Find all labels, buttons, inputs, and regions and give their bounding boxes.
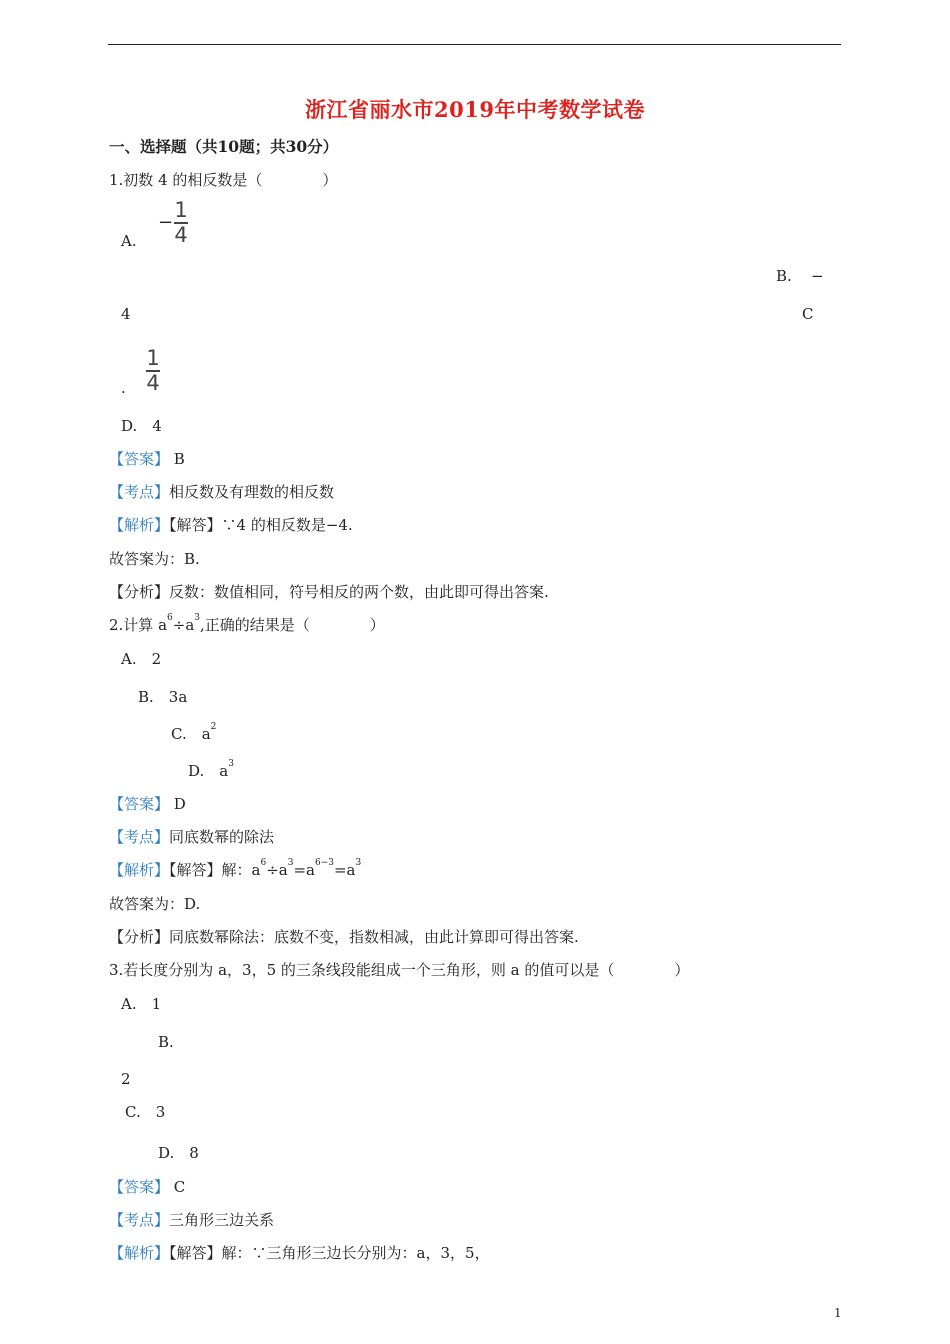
exponent: 6 bbox=[260, 858, 267, 868]
q1-conclusion: 故答案为：B. bbox=[109, 550, 200, 568]
page-number: 1 bbox=[834, 1306, 842, 1320]
fraction-denominator: 4 bbox=[174, 223, 188, 247]
fenxi-tag: 【分析】 bbox=[109, 583, 170, 601]
q2-stem-part: ,正确的结果是（ ） bbox=[200, 616, 385, 634]
q2-option-d bbox=[188, 759, 234, 780]
exponent: 3 bbox=[194, 613, 201, 623]
fraction-numerator: 1 bbox=[146, 346, 160, 370]
analysis-tag: 【解析】 bbox=[109, 516, 170, 534]
q2-option-d-base: D. a bbox=[188, 762, 229, 780]
point-tag: 【考点】 bbox=[109, 828, 170, 846]
q1-analysis-row bbox=[109, 516, 353, 534]
q2-option-a: A. 2 bbox=[121, 650, 162, 668]
question-2-stem bbox=[109, 613, 385, 634]
header-rule bbox=[108, 44, 841, 45]
answer-tag: 【答案】 bbox=[109, 450, 170, 468]
solve-tag: 【解答】 bbox=[169, 1244, 222, 1262]
q3-option-c: C. 3 bbox=[125, 1103, 166, 1121]
q2-analysis-row bbox=[109, 858, 362, 879]
q2-option-c bbox=[171, 722, 217, 743]
q2-stem-part: 2.计算 a bbox=[109, 616, 168, 634]
q3-analysis-row bbox=[109, 1244, 490, 1262]
point-tag: 【考点】 bbox=[109, 483, 170, 501]
q2-fenxi: 同底数幂除法：底数不变，指数相减，由此计算即可得出答案. bbox=[169, 928, 579, 946]
q3-point-row bbox=[109, 1211, 274, 1229]
q1-option-c-label: C bbox=[802, 305, 814, 323]
q1-fenxi-row bbox=[109, 583, 549, 601]
q2-option-c-base: C. a bbox=[171, 725, 211, 743]
q3-option-a: A. 1 bbox=[121, 995, 162, 1013]
q2-answer: D bbox=[173, 795, 186, 813]
q2-point: 同底数幂的除法 bbox=[169, 828, 275, 846]
q1-option-b-value: 4 bbox=[121, 305, 131, 323]
analysis-tag: 【解析】 bbox=[109, 1244, 170, 1262]
q2-point-row bbox=[109, 828, 274, 846]
fraction-denominator: 4 bbox=[146, 371, 160, 395]
q1-option-c-dot: . bbox=[121, 379, 126, 397]
answer-tag: 【答案】 bbox=[109, 1178, 170, 1196]
analysis-tag: 【解析】 bbox=[109, 861, 170, 879]
q3-point: 三角形三边关系 bbox=[169, 1211, 275, 1229]
q2-fenxi-row bbox=[109, 928, 579, 946]
page-title: 浙江省丽水市2019年中考数学试卷 bbox=[305, 97, 645, 122]
q2-conclusion: 故答案为：D. bbox=[109, 895, 201, 913]
fraction-numerator: 1 bbox=[174, 198, 188, 222]
q1-option-d: D. 4 bbox=[121, 417, 162, 435]
exponent: 6 bbox=[167, 613, 173, 623]
q1-option-c-fraction bbox=[146, 348, 160, 394]
question-3-stem: 3.若长度分别为 a，3，5 的三条线段能组成一个三角形，则 a 的值可以是（ ） bbox=[109, 961, 690, 979]
q1-option-a-label: A. bbox=[121, 232, 137, 250]
fenxi-tag: 【分析】 bbox=[109, 928, 170, 946]
q2-option-b: B. 3a bbox=[138, 688, 188, 706]
q3-option-b-label: B. bbox=[158, 1033, 174, 1051]
q2-solve-part: ÷a bbox=[266, 861, 288, 879]
q2-solve-part: =a bbox=[293, 861, 315, 879]
exponent: 3 bbox=[355, 858, 362, 868]
q3-option-d: D. 8 bbox=[158, 1144, 199, 1162]
q3-solve: 解：∵三角形三边长分别为：a，3，5， bbox=[221, 1244, 490, 1262]
q2-stem-part: ÷a bbox=[172, 616, 195, 634]
q1-answer-row bbox=[109, 450, 185, 468]
q2-solve-part: =a bbox=[333, 861, 356, 879]
point-tag: 【考点】 bbox=[109, 1211, 170, 1229]
q1-option-b-label: B. bbox=[776, 267, 792, 285]
exponent: 3 bbox=[287, 858, 294, 868]
exponent: 3 bbox=[228, 759, 234, 769]
question-1-stem: 1.初数 4 的相反数是（ ） bbox=[109, 171, 338, 189]
exponent: 6−3 bbox=[314, 858, 334, 868]
q3-option-b-value: 2 bbox=[121, 1070, 131, 1088]
answer-tag: 【答案】 bbox=[109, 795, 170, 813]
q3-answer-row bbox=[109, 1178, 185, 1196]
q1-option-a-fraction bbox=[174, 200, 188, 246]
q1-option-b-dash: − bbox=[811, 267, 824, 285]
section-heading: 一、选择题（共10题；共30分） bbox=[109, 137, 339, 156]
q1-answer: B bbox=[173, 450, 185, 468]
q1-point-row bbox=[109, 483, 334, 501]
q1-fenxi: 反数：数值相同，符号相反的两个数，由此即可得出答案. bbox=[169, 583, 549, 601]
q2-solve-part: 解：a bbox=[221, 861, 261, 879]
exponent: 2 bbox=[210, 722, 217, 732]
q2-answer-row bbox=[109, 795, 186, 813]
solve-tag: 【解答】 bbox=[169, 861, 222, 879]
solve-tag: 【解答】 bbox=[169, 516, 222, 534]
q3-answer: C bbox=[173, 1178, 186, 1196]
q1-option-a-sign: − bbox=[158, 212, 174, 233]
q1-point: 相反数及有理数的相反数 bbox=[169, 483, 335, 501]
q1-solve: ∵4 的相反数是−4. bbox=[221, 516, 353, 534]
